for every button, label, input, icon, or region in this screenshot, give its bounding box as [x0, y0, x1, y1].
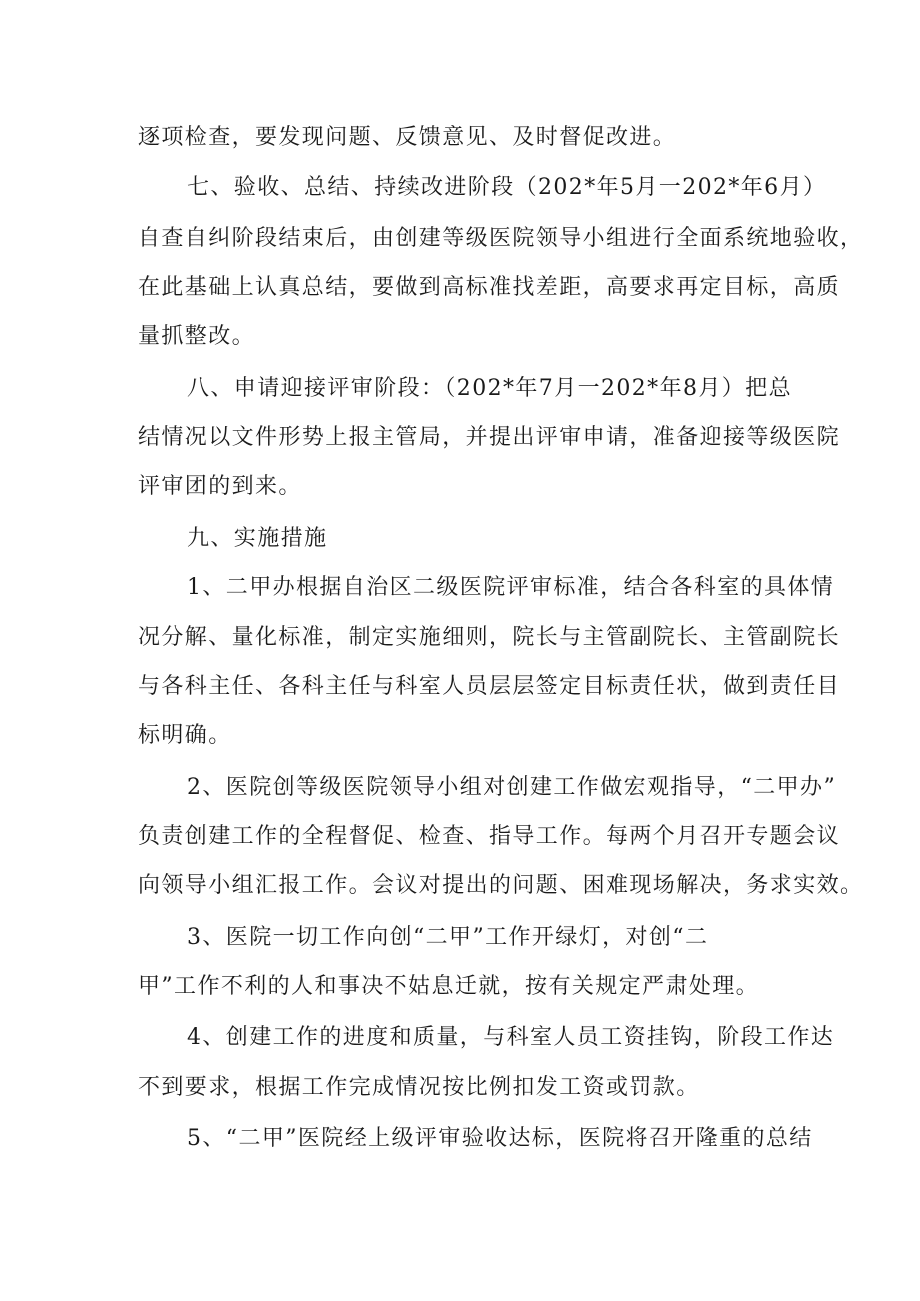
measure-item-3: 3、医院一切工作向创“二甲”工作开绿灯，对创“二 — [187, 925, 709, 950]
text-line: 向领导小组汇报工作。会议对提出的问题、困难现场解决，务求实效。 — [138, 873, 864, 898]
text-line: 况分解、量化标准，制定实施细则，院长与主管副院长、主管副院长 — [138, 625, 841, 650]
section-heading-seven: 七、验收、总结、持续改进阶段（202*年5月一202*年6月） — [187, 175, 827, 200]
section-heading-nine: 九、实施措施 — [187, 526, 328, 551]
measure-item-5: 5、“二甲”医院经上级评审验收达标，医院将召开隆重的总结 — [187, 1126, 813, 1151]
text-line: 标明确。 — [138, 723, 232, 748]
text-line: 负责创建工作的全程督促、检查、指导工作。每两个月召开专题会议 — [138, 824, 841, 849]
measure-item-1: 1、二甲办根据自治区二级医院评审标准，结合各科室的具体情 — [187, 575, 835, 600]
text-line: 量抓整改。 — [138, 324, 256, 349]
section-heading-eight: 八、申请迎接评审阶段：（202*年7月一202*年8月）把总 — [187, 376, 792, 401]
text-line: 不到要求，根据工作完成情况按比例扣发工资或罚款。 — [138, 1075, 700, 1100]
text-line: 与各科主任、各科主任与科室人员层层签定目标责任状，做到责任目 — [138, 674, 841, 699]
measure-item-4: 4、创建工作的进度和质量，与科室人员工资挂钩，阶段工作达 — [187, 1025, 835, 1050]
text-line: 逐项检查，要发现问题、反馈意见、及时督促改进。 — [138, 125, 677, 150]
text-line: 甲”工作不利的人和事决不姑息迁就，按有关规定严肃处理。 — [138, 974, 760, 999]
measure-item-2: 2、医院创等级医院领导小组对创建工作做宏观指导，“二甲办” — [187, 775, 837, 800]
text-line: 评审团的到来。 — [138, 474, 302, 499]
text-line: 自查自纠阶段结束后，由创建等级医院领导小组进行全面系统地验收， — [138, 226, 864, 251]
text-line: 在此基础上认真总结，要做到高标准找差距，高要求再定目标，高质 — [138, 275, 841, 300]
text-line: 结情况以文件形势上报主管局，并提出评审申请，准备迎接等级医院 — [138, 425, 841, 450]
